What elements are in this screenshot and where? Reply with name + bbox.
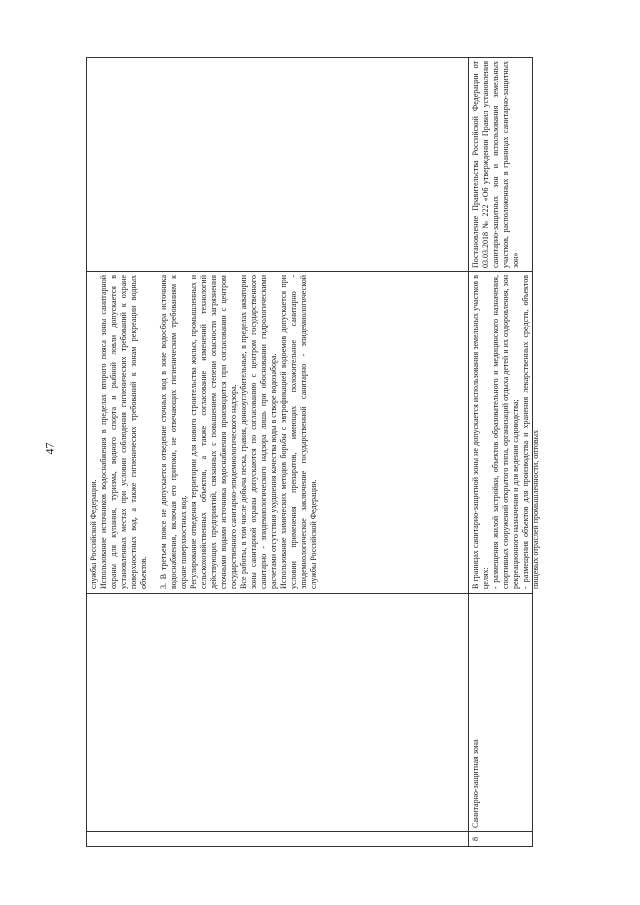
col-divider-2	[86, 593, 533, 594]
table-top-border	[86, 57, 87, 847]
table-right-border	[86, 57, 533, 58]
page-number: 47	[42, 442, 57, 455]
row-b-para-1: В границах санитарно-защитной зоны не допускается использования земельных участков в целях:	[471, 275, 490, 589]
row-a-para-4: Регулирование отведения территории для нового строительства жилых, промышленных и сельскохозяйственных объектов, а также согласование изменений технологий действующих предприятий, связанных с повышением степени опасности загрязнения сточными водами источника водоснабжения производится при согласовании с центром государственного санитарно-эпидемиологического надзора.	[189, 275, 238, 589]
row-b-number-cell: 8	[471, 837, 480, 841]
col-divider-3	[86, 271, 533, 272]
row-a-para-5: Все работы, в том числе добыча песка, гравия, донноуглубительные, в пределах акватории зоны санитарной охраны допускаются по согласованию с центром государственного санитарно - эпидемиологического надзора лишь при обосновании гидрологическими расчетами отсутствия ухудшения качества воды в створе водозабора.	[239, 275, 278, 589]
table-left-border	[86, 846, 533, 847]
row-a-para-1: службы Российской Федерации.	[89, 479, 98, 589]
row-b-zone-name-cell: Санитарно-защитная зона	[471, 739, 480, 828]
col-divider-1	[86, 831, 533, 832]
row-a-para-6: Использование химических методов борьбы с эвтрофикацией водоемов допускается при условии применения препаратов, имеющих положительное санитарно - эпидемиологическое заключение государственной санитарно - эпидемиологической службы Российской Федерации.	[279, 275, 318, 589]
row-divider	[468, 57, 469, 847]
row-b-para-3: - размещения объектов для производства и хранения лекарственных средств, объектов пищевых отраслей промышленности, оптовых	[521, 275, 540, 589]
rotated-table-viewport	[86, 57, 540, 847]
row-a-para-2: Использование источников водоснабжения в пределах второго пояса зоны санитарной охраны для купания, туризма, водного спорта и рыбной ловли допускается в установленных местах при условии соблюдения гигиенических требований к охране поверхностных вод, а также гигиенических требований к зонам рекреации водных объектов.	[99, 275, 148, 589]
row-b-legal-basis-cell: Постановление Правительства Российской Федерации от 03.03.2018 № 222 «Об утверждении Правил установления санитарно-защитных зон и использования земельных участков, расположенных в границах санитарно-защитных зон»	[471, 61, 520, 268]
row-a-para-3: 3. В третьем поясе не допускается отведение сточных вод в зоне водосбора источника водоснабжения, включая его притоки, не отвечающих гигиеническим требованиям к охране поверхностных вод.	[159, 275, 188, 589]
row-b-requirements-cell	[471, 275, 540, 589]
regulation-table	[86, 57, 540, 847]
row-b-para-2: - размещения жилой застройки, объектов образовательного и медицинского назначения, спортивных сооружений открытого типа, организаций отдыха детей и их оздоровления, зон рекреационного назначения и для ведения садоводства;	[491, 275, 520, 589]
paragraph-gap	[149, 275, 159, 589]
row-a-requirements-cell	[89, 275, 467, 589]
